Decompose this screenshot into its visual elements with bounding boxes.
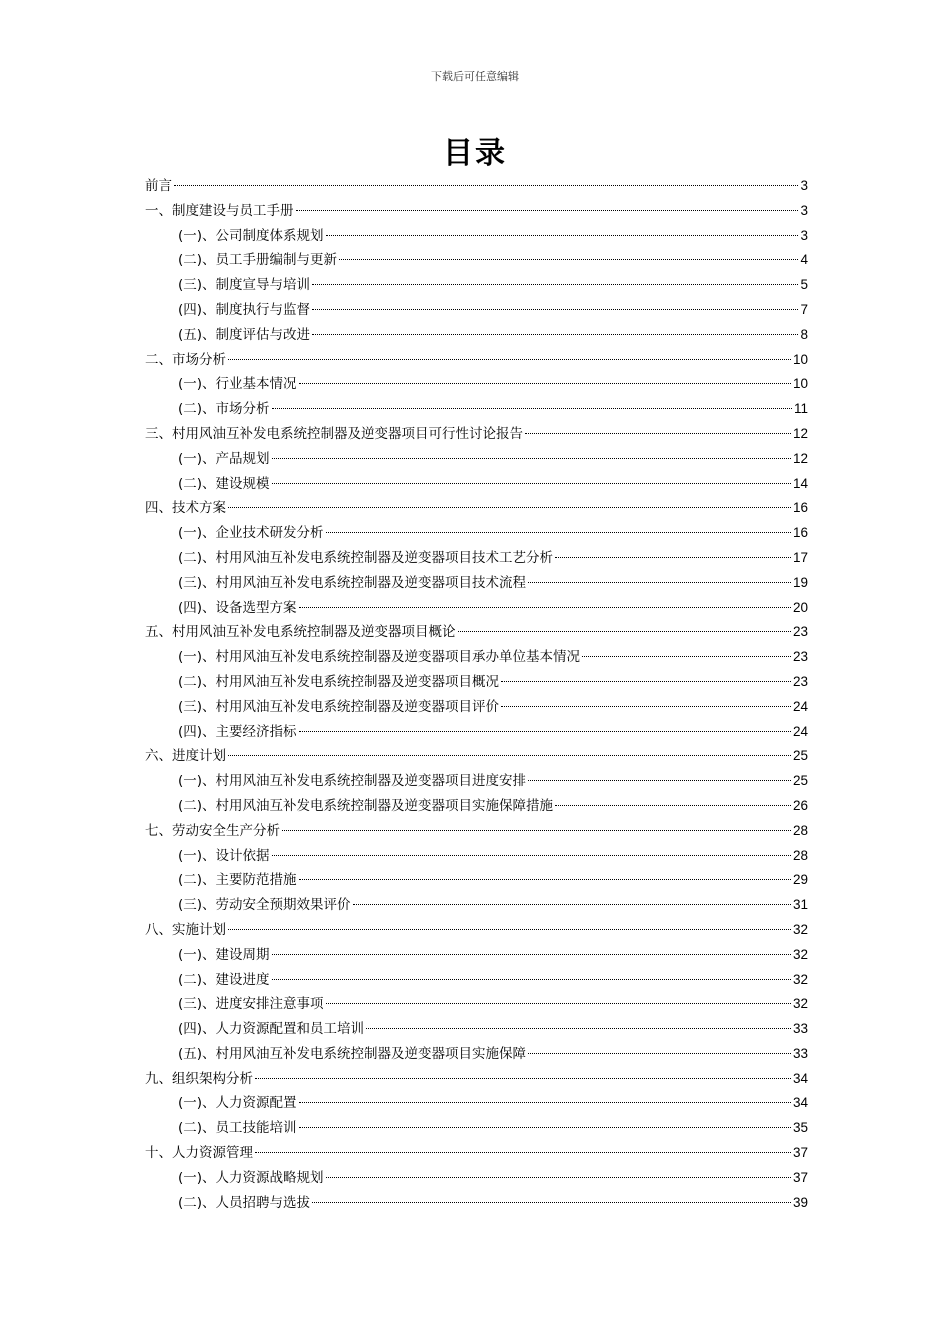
toc-dot-leader bbox=[326, 532, 791, 533]
toc-entry[interactable] bbox=[145, 672, 808, 697]
toc-entry-page-number: 25 bbox=[792, 748, 808, 764]
toc-entry-page-number: 19 bbox=[792, 574, 808, 590]
toc-entry-page-number: 10 bbox=[792, 351, 808, 367]
toc-entry-page-number: 12 bbox=[792, 450, 808, 466]
toc-entry-page-number: 3 bbox=[800, 202, 808, 218]
toc-entry-label: (三)、进度安排注意事项 bbox=[178, 996, 324, 1013]
toc-dot-leader bbox=[228, 507, 791, 508]
toc-entry-page-number: 32 bbox=[792, 971, 808, 987]
toc-entry-page-number: 24 bbox=[792, 698, 808, 714]
toc-entry-label: (一)、企业技术研发分析 bbox=[178, 525, 324, 542]
toc-dot-leader bbox=[228, 755, 791, 756]
toc-entry-page-number: 34 bbox=[792, 1095, 808, 1111]
toc-dot-leader bbox=[299, 879, 791, 880]
toc-dot-leader bbox=[272, 408, 792, 409]
toc-entry-page-number: 29 bbox=[792, 872, 808, 888]
toc-entry[interactable] bbox=[145, 1093, 808, 1118]
toc-entry-page-number: 28 bbox=[792, 847, 808, 863]
toc-entry-page-number: 39 bbox=[792, 1194, 808, 1210]
toc-entry[interactable] bbox=[145, 722, 808, 747]
toc-entry-page-number: 33 bbox=[792, 1045, 808, 1061]
toc-dot-leader bbox=[272, 979, 791, 980]
toc-dot-leader bbox=[312, 284, 798, 285]
toc-entry[interactable] bbox=[145, 1168, 808, 1193]
toc-entry-page-number: 32 bbox=[792, 946, 808, 962]
toc-dot-leader bbox=[555, 805, 791, 806]
toc-entry-label: (二)、村用风油互补发电系统控制器及逆变器项目实施保障措施 bbox=[178, 797, 554, 814]
toc-dot-leader bbox=[312, 309, 798, 310]
toc-dot-leader bbox=[272, 855, 791, 856]
toc-entry-page-number: 12 bbox=[792, 425, 808, 441]
toc-entry[interactable] bbox=[145, 449, 808, 474]
toc-entry-label: (一)、产品规划 bbox=[178, 450, 270, 467]
toc-entry-label: 前言 bbox=[145, 178, 172, 194]
toc-dot-leader bbox=[299, 607, 791, 608]
toc-dot-leader bbox=[272, 954, 791, 955]
toc-entry-page-number: 16 bbox=[792, 525, 808, 541]
toc-entry-label: 八、实施计划 bbox=[145, 921, 226, 938]
toc-entry[interactable] bbox=[145, 250, 808, 275]
toc-entry-page-number: 34 bbox=[792, 1070, 808, 1086]
toc-entry[interactable] bbox=[145, 498, 808, 523]
toc-dot-leader bbox=[555, 557, 791, 558]
toc-entry[interactable] bbox=[145, 176, 808, 201]
toc-title: 目录 bbox=[443, 136, 507, 171]
toc-entry-label: (四)、主要经济指标 bbox=[178, 723, 297, 740]
toc-entry[interactable] bbox=[145, 994, 808, 1019]
toc-dot-leader bbox=[174, 185, 798, 186]
toc-dot-leader bbox=[326, 235, 799, 236]
toc-entry[interactable] bbox=[145, 697, 808, 722]
toc-entry[interactable] bbox=[145, 1143, 808, 1168]
toc-entry-page-number: 3 bbox=[800, 178, 808, 193]
toc-entry-label: (三)、劳动安全预期效果评价 bbox=[178, 897, 351, 914]
toc-entry-page-number: 14 bbox=[792, 475, 808, 491]
toc-entry-page-number: 23 bbox=[792, 649, 808, 665]
toc-entry-label: (三)、制度宣导与培训 bbox=[178, 277, 311, 294]
toc-entry-label: (四)、人力资源配置和员工培训 bbox=[178, 1021, 365, 1038]
toc-entry-page-number: 11 bbox=[793, 401, 808, 417]
toc-entry-label: (五)、制度评估与改进 bbox=[178, 326, 311, 343]
toc-entry[interactable] bbox=[145, 300, 808, 325]
toc-dot-leader bbox=[272, 458, 791, 459]
toc-dot-leader bbox=[326, 1177, 791, 1178]
toc-dot-leader bbox=[255, 1078, 791, 1079]
toc-entry-label: (二)、建设规模 bbox=[178, 475, 270, 492]
toc-entry-label: (三)、村用风油互补发电系统控制器及逆变器项目评价 bbox=[178, 698, 500, 715]
toc-entry[interactable] bbox=[145, 796, 808, 821]
toc-dot-leader bbox=[528, 582, 791, 583]
toc-entry-page-number: 5 bbox=[800, 277, 808, 293]
toc-dot-leader bbox=[272, 483, 791, 484]
toc-entry[interactable] bbox=[145, 226, 808, 251]
toc-entry-page-number: 24 bbox=[792, 723, 808, 739]
toc-entry[interactable] bbox=[145, 870, 808, 895]
toc-entry-page-number: 17 bbox=[792, 549, 808, 565]
toc-entry[interactable] bbox=[145, 771, 808, 796]
toc-entry[interactable] bbox=[145, 399, 808, 424]
toc-dot-leader bbox=[299, 731, 791, 732]
toc-entry[interactable] bbox=[145, 325, 808, 350]
toc-entry[interactable] bbox=[145, 1044, 808, 1069]
toc-entry-label: 一、制度建设与员工手册 bbox=[145, 202, 294, 219]
toc-entry-label: 六、进度计划 bbox=[145, 748, 226, 765]
toc-entry-label: (一)、村用风油互补发电系统控制器及逆变器项目进度安排 bbox=[178, 773, 527, 790]
toc-entry-page-number: 32 bbox=[792, 996, 808, 1012]
toc-entry[interactable] bbox=[145, 523, 808, 548]
toc-entry-label: (三)、村用风油互补发电系统控制器及逆变器项目技术流程 bbox=[178, 574, 527, 591]
toc-entry-page-number: 37 bbox=[792, 1169, 808, 1185]
toc-entry-page-number: 33 bbox=[792, 1021, 808, 1037]
toc-dot-leader bbox=[296, 210, 799, 211]
toc-entry[interactable] bbox=[145, 821, 808, 846]
toc-entry[interactable] bbox=[145, 573, 808, 598]
toc-entry-label: (一)、人力资源战略规划 bbox=[178, 1169, 324, 1186]
toc-entry[interactable] bbox=[145, 970, 808, 995]
toc-entry-label: (二)、员工技能培训 bbox=[178, 1120, 297, 1137]
toc-entry-label: (二)、人员招聘与选拔 bbox=[178, 1194, 311, 1211]
toc-entry-label: (一)、公司制度体系规划 bbox=[178, 227, 324, 244]
toc-entry-page-number: 10 bbox=[792, 376, 808, 392]
toc-dot-leader bbox=[501, 706, 791, 707]
toc-entry[interactable] bbox=[145, 920, 808, 945]
toc-dot-leader bbox=[366, 1028, 791, 1029]
toc-entry[interactable] bbox=[145, 1118, 808, 1143]
toc-entry-label: 九、组织架构分析 bbox=[145, 1070, 253, 1087]
toc-entry-label: (一)、人力资源配置 bbox=[178, 1095, 297, 1112]
toc-entry[interactable] bbox=[145, 846, 808, 871]
toc-entry-label: 四、技术方案 bbox=[145, 500, 226, 517]
toc-entry-page-number: 35 bbox=[792, 1120, 808, 1136]
toc-entry-label: (二)、村用风油互补发电系统控制器及逆变器项目概况 bbox=[178, 673, 500, 690]
toc-dot-leader bbox=[525, 433, 791, 434]
toc-entry-label: (一)、行业基本情况 bbox=[178, 376, 297, 393]
toc-dot-leader bbox=[339, 259, 798, 260]
toc-entry-page-number: 20 bbox=[792, 599, 808, 615]
toc-entry-page-number: 8 bbox=[800, 326, 808, 342]
toc-dot-leader bbox=[228, 929, 791, 930]
toc-entry-page-number: 32 bbox=[792, 921, 808, 937]
toc-entry-label: 七、劳动安全生产分析 bbox=[145, 822, 280, 839]
toc-dot-leader bbox=[582, 656, 791, 657]
toc-entry[interactable] bbox=[145, 1193, 808, 1218]
toc-entry[interactable] bbox=[145, 201, 808, 226]
toc-entry-page-number: 25 bbox=[792, 773, 808, 789]
toc-entry-label: 五、村用风油互补发电系统控制器及逆变器项目概论 bbox=[145, 624, 456, 641]
toc-dot-leader bbox=[299, 383, 791, 384]
toc-entry[interactable] bbox=[145, 474, 808, 499]
toc-entry-label: (二)、市场分析 bbox=[178, 401, 270, 418]
toc-dot-leader bbox=[353, 904, 791, 905]
toc-entry[interactable] bbox=[145, 275, 808, 300]
toc-dot-leader bbox=[458, 631, 791, 632]
toc-entry-page-number: 16 bbox=[792, 500, 808, 516]
toc-dot-leader bbox=[528, 1053, 791, 1054]
toc-entry[interactable] bbox=[145, 746, 808, 771]
toc-dot-leader bbox=[255, 1152, 791, 1153]
toc-entry-label: (二)、村用风油互补发电系统控制器及逆变器项目技术工艺分析 bbox=[178, 549, 554, 566]
toc-entry[interactable] bbox=[145, 895, 808, 920]
toc-entry[interactable] bbox=[145, 424, 808, 449]
toc-entry-label: (四)、设备选型方案 bbox=[178, 599, 297, 616]
toc-entry-page-number: 26 bbox=[792, 797, 808, 813]
toc-entry[interactable] bbox=[145, 1069, 808, 1094]
toc-entry-label: (一)、建设周期 bbox=[178, 946, 270, 963]
toc-dot-leader bbox=[228, 359, 791, 360]
toc-entry[interactable] bbox=[145, 622, 808, 647]
toc-dot-leader bbox=[326, 1003, 791, 1004]
toc-entry-label: (二)、员工手册编制与更新 bbox=[178, 252, 338, 269]
toc-entry-page-number: 31 bbox=[792, 897, 808, 913]
toc-entry[interactable] bbox=[145, 1019, 808, 1044]
toc-entry-page-number: 3 bbox=[800, 227, 808, 243]
header-note: 下载后可任意编辑 bbox=[431, 70, 519, 83]
table-of-contents bbox=[145, 176, 808, 1217]
toc-dot-leader bbox=[501, 681, 791, 682]
toc-dot-leader bbox=[312, 334, 798, 335]
toc-entry[interactable] bbox=[145, 374, 808, 399]
toc-entry-label: 十、人力资源管理 bbox=[145, 1145, 253, 1162]
toc-dot-leader bbox=[282, 830, 791, 831]
toc-dot-leader bbox=[299, 1102, 791, 1103]
toc-entry-page-number: 28 bbox=[792, 822, 808, 838]
toc-dot-leader bbox=[528, 780, 791, 781]
toc-entry-label: (二)、建设进度 bbox=[178, 971, 270, 988]
toc-entry-page-number: 4 bbox=[800, 252, 808, 268]
toc-entry-label: (一)、设计依据 bbox=[178, 847, 270, 864]
toc-entry-label: 二、市场分析 bbox=[145, 351, 226, 368]
toc-entry-label: 三、村用风油互补发电系统控制器及逆变器项目可行性讨论报告 bbox=[145, 425, 523, 442]
toc-entry-label: (一)、村用风油互补发电系统控制器及逆变器项目承办单位基本情况 bbox=[178, 649, 581, 666]
toc-entry-page-number: 23 bbox=[792, 624, 808, 640]
toc-entry-page-number: 23 bbox=[792, 673, 808, 689]
toc-entry-label: (五)、村用风油互补发电系统控制器及逆变器项目实施保障 bbox=[178, 1045, 527, 1062]
toc-entry[interactable] bbox=[145, 548, 808, 573]
toc-entry[interactable] bbox=[145, 350, 808, 375]
toc-entry-page-number: 7 bbox=[800, 301, 808, 317]
toc-dot-leader bbox=[299, 1127, 791, 1128]
toc-entry-page-number: 37 bbox=[792, 1145, 808, 1161]
toc-entry[interactable] bbox=[145, 647, 808, 672]
toc-entry-label: (四)、制度执行与监督 bbox=[178, 301, 311, 318]
toc-entry-label: (二)、主要防范措施 bbox=[178, 872, 297, 889]
toc-entry[interactable] bbox=[145, 598, 808, 623]
toc-dot-leader bbox=[312, 1202, 791, 1203]
toc-entry[interactable] bbox=[145, 945, 808, 970]
